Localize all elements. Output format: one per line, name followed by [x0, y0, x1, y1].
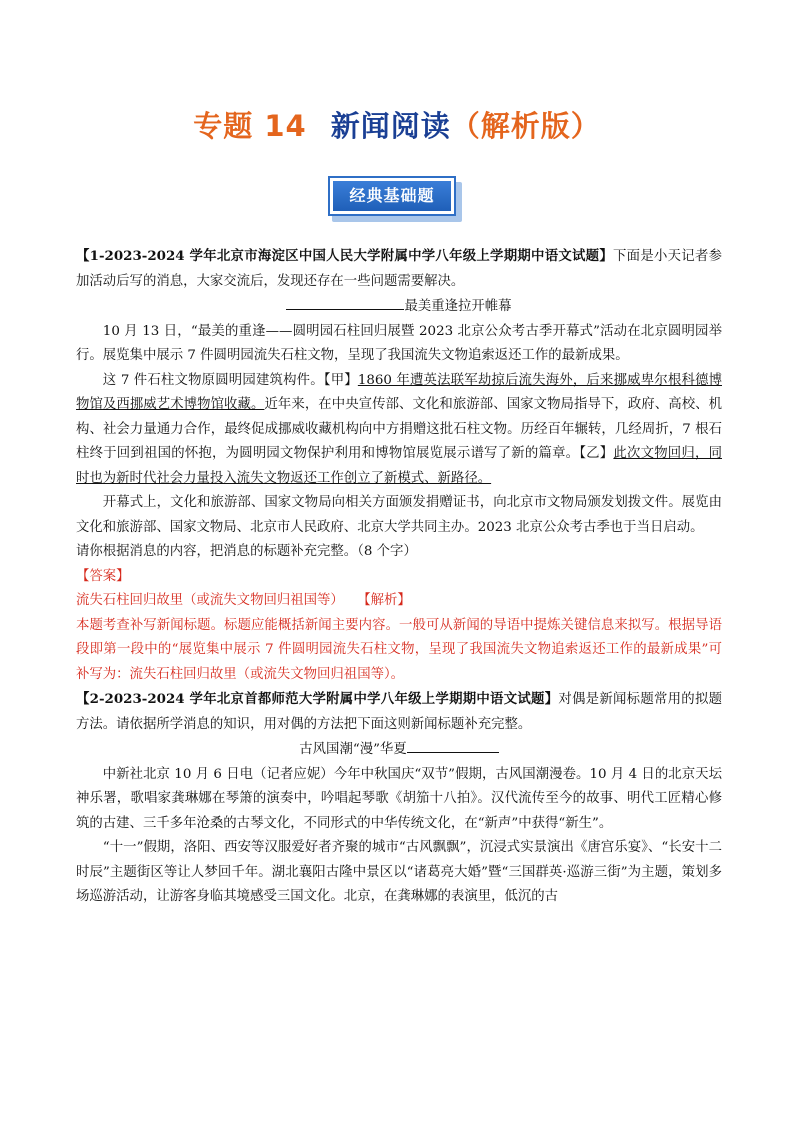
q2-source: 【2-2023-2024 学年北京首都师范大学附属中学八年级上学期期中语文试题】: [76, 691, 559, 707]
title-main: 新闻阅读: [330, 109, 451, 143]
q1-paragraph-2: 这 7 件石柱文物原圆明园建筑构件。【甲】1860 年遭英法联军劫掠后流失海外，后来挪威卑尔根科德博物馆及西挪威艺术博物馆收藏。近年来，在中央宣传部、文化和旅游部、国家文物局指导下，政府、高校、机构、社会力量通力合作，最终促成挪威收藏机构向中方捐赠这批石柱文物。历经百年辗转，几经周折，7 根石柱终于回到祖国的怀抱，为圆明园文物保护利用和博物馆展览展示谱写了新的篇章。【乙】此次文物回归，同时也为新时代社会力量投入流失文物返还工作创立了新模式、新路径。: [76, 372, 722, 486]
q1-source: 【1-2023-2024 学年北京市海淀区中国人民大学附属中学八年级上学期期中语文试题】: [76, 248, 613, 264]
q2-headline: 古风国潮“漫”华夏: [76, 737, 722, 763]
headline-blank-2: [407, 737, 499, 753]
analysis-label: 【解析】: [363, 593, 411, 608]
q1-question: 请你根据消息的内容，把消息的标题补充完整。（8 个字）: [76, 544, 417, 559]
underline-yi: 此次文物回归，同时也为新时代社会力量投入流失文物返还工作创立了新模式、新路径。: [76, 446, 722, 486]
q2-paragraph-1: 中新社北京 10 月 6 日电（记者应妮）今年中秋国庆“双节”假期，古风国潮漫卷。10 月 4 日的北京天坛神乐署，歌唱家龚琳娜在琴箫的演奏中，吟唱起琴歌《胡笳十八拍》。汉代流传至今的故事、明代工匠精心修筑的古建、三千多年沧桑的古琴文化，不同形式的中华传统文化，在“新声”中获得“新生”。: [76, 766, 722, 831]
document-body: [76, 244, 722, 910]
q2-intro: 【2-2023-2024 学年北京首都师范大学附属中学八年级上学期期中语文试题】对偶是新闻标题常用的拟题方法。请依据所学消息的知识，用对偶的方法把下面这则新闻标题补充完整。: [76, 691, 722, 732]
answer-label: 【答案】: [76, 568, 130, 584]
section-badge: [328, 176, 464, 224]
badge-label: 经典基础题: [333, 181, 451, 211]
underline-jia: 1860 年遭英法联军劫掠后流失海外，后来挪威卑尔根科德博物馆及西挪威艺术博物馆收藏。: [76, 372, 722, 412]
title-suffix: （解析版）: [450, 109, 601, 143]
page-title: [0, 104, 794, 145]
q1-headline: 最美重逢拉开帷幕: [76, 294, 722, 320]
q1-intro: 【1-2023-2024 学年北京市海淀区中国人民大学附属中学八年级上学期期中语文试题】下面是小天记者参加活动后写的消息，大家交流后，发现还存在一些问题需要解决。: [76, 248, 723, 289]
q2-paragraph-2: “十一”假期，洛阳、西安等汉服爱好者齐聚的城市“古风飘飘”，沉浸式实景演出《唐宫乐宴》、“长安十二时辰”主题街区等让人梦回千年。湖北襄阳古隆中景区以“诸葛亮大婚”暨“三国群英·巡游三街”为主题，策划多场巡游活动，让游客身临其境感受三国文化。北京，在龚琳娜的表演里，低沉的古: [76, 840, 722, 904]
q1-paragraph-3: 开幕式上，文化和旅游部、国家文物局向相关方面颁发捐赠证书，向北京市文物局颁发划拨文件。展览由文化和旅游部、国家文物局、北京市人民政府、北京大学共同主办。2023 北京公众考古季也于当日启动。: [76, 495, 722, 535]
title-prefix: 专题 14: [193, 109, 307, 143]
analysis-text: 本题考查补写新闻标题。标题应能概括新闻主要内容。一般可从新闻的导语中提炼关键信息来拟写。根据导语段即第一段中的“展览集中展示 7 件圆明园流失石柱文物，呈现了我国流失文物追索返还工作的最新成果”可补写为：流失石柱回归故里（或流失文物回归祖国等）。: [76, 617, 722, 682]
answer-line: 流失石柱回归故里（或流失文物回归祖国等） 【解析】: [76, 593, 411, 608]
headline-blank: [286, 294, 404, 310]
q1-paragraph-1: 10 月 13 日，“最美的重逢——圆明园石柱回归展暨 2023 北京公众考古季开幕式”活动在北京圆明园举行。展览集中展示 7 件圆明园流失石柱文物，呈现了我国流失文物追索返还工作的最新成果。: [76, 323, 722, 363]
